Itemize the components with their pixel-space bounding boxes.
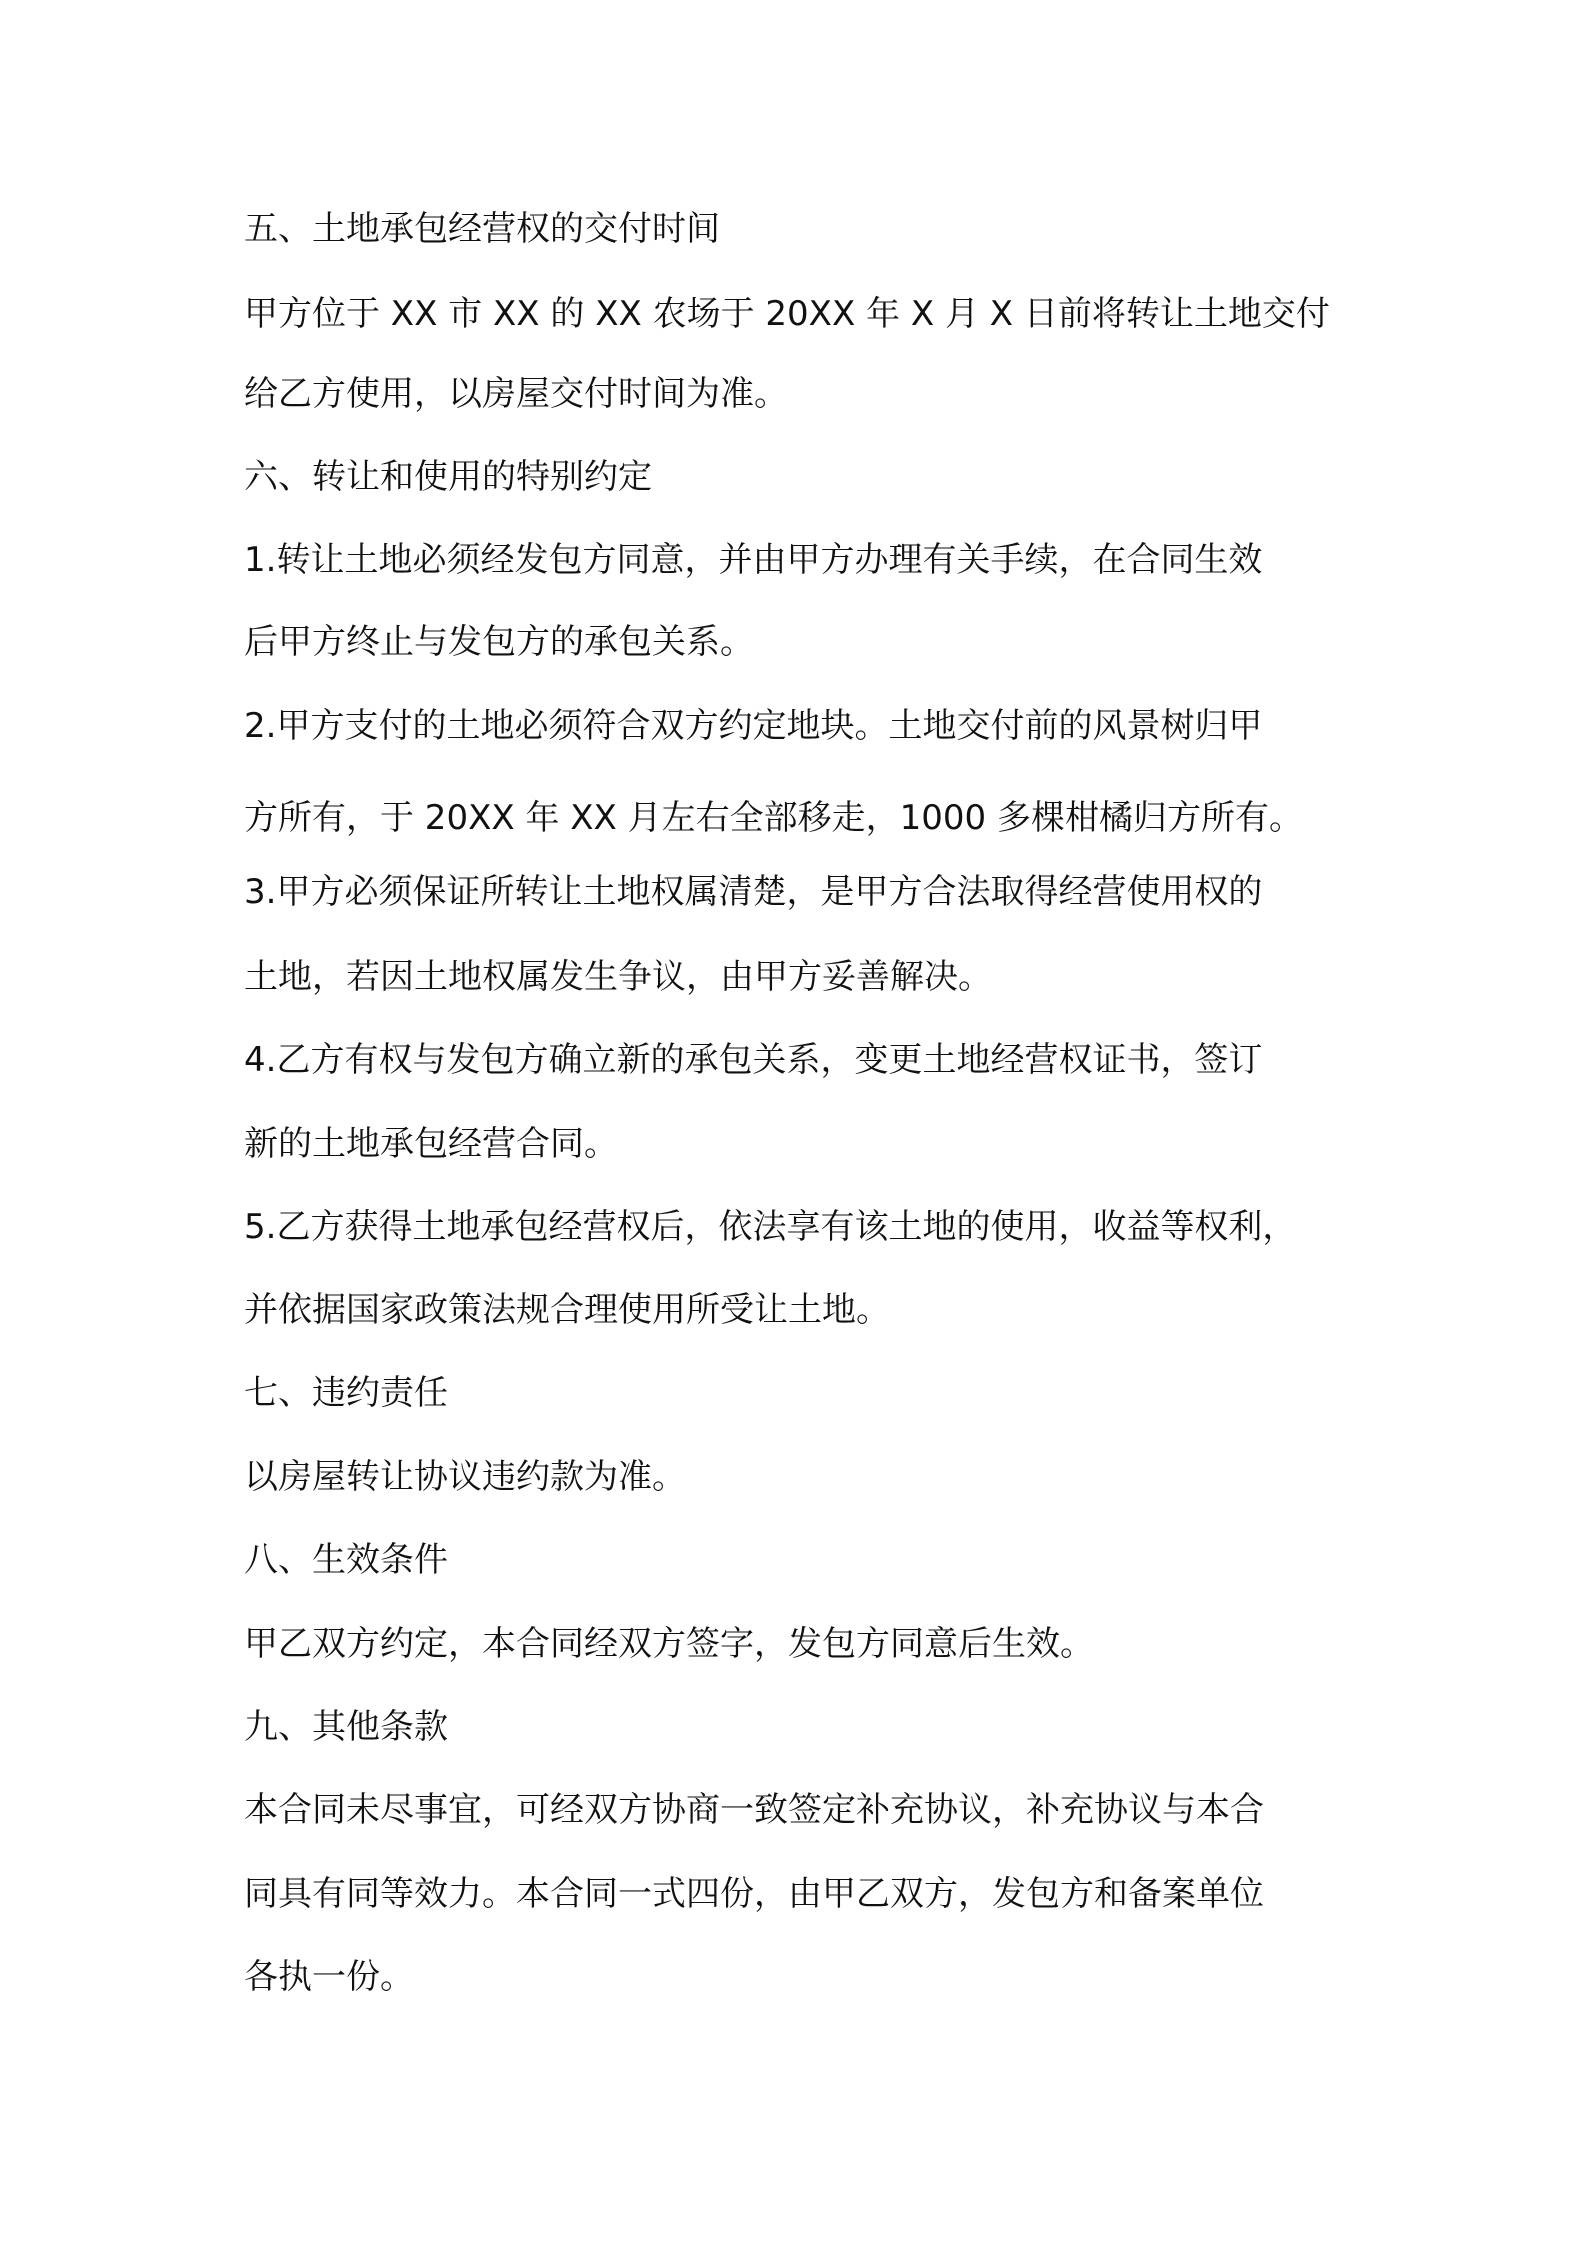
clause-5-line-2: 并依据国家政策法规合理使用所受让土地。	[244, 1290, 890, 1330]
clause-3-line-1: 3.甲方必须保证所转让土地权属清楚，是甲方合法取得经营使用权的	[244, 872, 1263, 912]
section-9-paragraph-line-3: 各执一份。	[244, 1957, 414, 1997]
section-8-paragraph: 甲乙双方约定，本合同经双方签字，发包方同意后生效。	[244, 1624, 1094, 1664]
clause-4-line-1: 4.乙方有权与发包方确立新的承包关系，变更土地经营权证书，签订	[244, 1040, 1263, 1080]
clause-2-line-2: 方所有，于 20XX 年 XX 月左右全部移走，1000 多棵柑橘归方所有。	[244, 798, 1303, 838]
section-7-heading: 七、违约责任	[244, 1373, 448, 1413]
section-6-heading: 六、转让和使用的特别约定	[244, 457, 652, 497]
section-7-paragraph: 以房屋转让协议违约款为准。	[244, 1457, 686, 1497]
section-5-paragraph-line-1: 甲方位于 XX 市 XX 的 XX 农场于 20XX 年 X 月 X 日前将转让土地交付	[244, 294, 1330, 334]
section-9-paragraph-line-2: 同具有同等效力。本合同一式四份，由甲乙双方，发包方和备案单位	[244, 1874, 1264, 1914]
clause-1-line-1: 1.转让土地必须经发包方同意，并由甲方办理有关手续，在合同生效	[244, 540, 1263, 580]
section-9-heading: 九、其他条款	[244, 1707, 448, 1747]
clause-5-line-1: 5.乙方获得土地承包经营权后，依法享有该土地的使用，收益等权利，	[244, 1207, 1297, 1247]
section-8-heading: 八、生效条件	[244, 1540, 448, 1580]
section-5-heading: 五、土地承包经营权的交付时间	[244, 209, 720, 249]
clause-1-line-2: 后甲方终止与发包方的承包关系。	[244, 622, 754, 662]
clause-3-line-2: 土地，若因土地权属发生争议，由甲方妥善解决。	[244, 957, 992, 997]
section-5-paragraph-line-2: 给乙方使用，以房屋交付时间为准。	[244, 374, 788, 414]
section-9-paragraph-line-1: 本合同未尽事宜，可经双方协商一致签定补充协议，补充协议与本合	[244, 1790, 1264, 1830]
clause-4-line-2: 新的土地承包经营合同。	[244, 1124, 618, 1164]
clause-2-line-1: 2.甲方支付的土地必须符合双方约定地块。土地交付前的风景树归甲	[244, 706, 1263, 746]
